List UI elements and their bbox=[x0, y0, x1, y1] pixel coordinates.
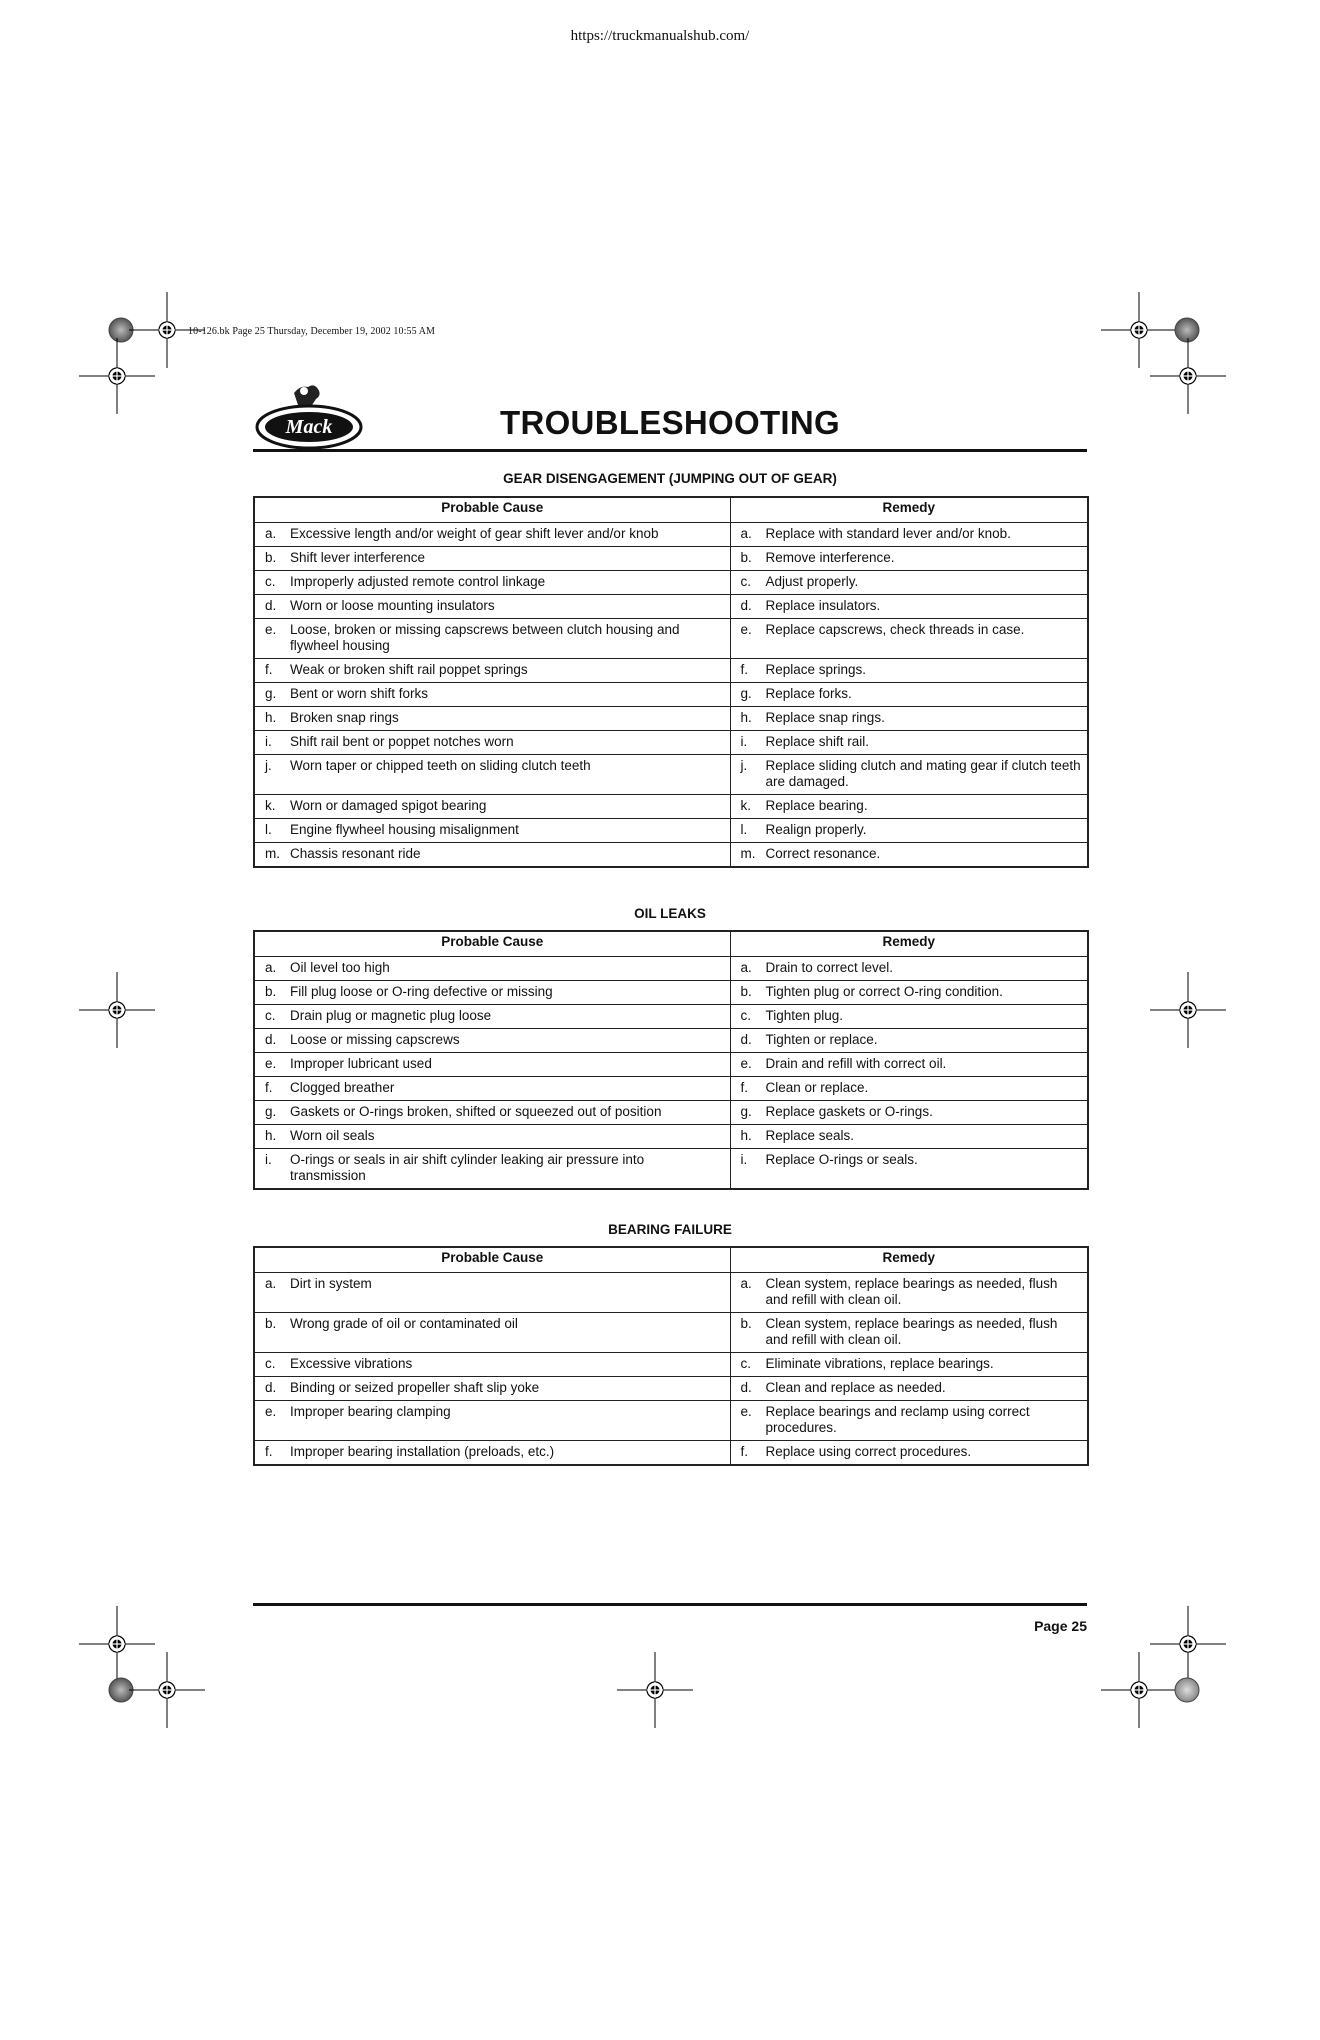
remedy-text: Replace springs. bbox=[765, 662, 867, 677]
remedy-key: e. bbox=[740, 622, 752, 637]
footer-rule bbox=[253, 1603, 1087, 1606]
remedy-cell bbox=[730, 1053, 1088, 1077]
cause-text: Improperly adjusted remote control linkage bbox=[290, 574, 546, 589]
cause-cell bbox=[254, 547, 730, 571]
cause-key: l. bbox=[265, 822, 272, 837]
remedy-text: Replace using correct procedures. bbox=[765, 1444, 972, 1459]
remedy-text: Drain to correct level. bbox=[765, 960, 894, 975]
remedy-key: h. bbox=[740, 710, 752, 725]
cause-key: k. bbox=[265, 798, 276, 813]
cause-text: Clogged breather bbox=[290, 1080, 395, 1095]
cause-cell bbox=[254, 619, 730, 659]
remedy-text: Clean system, replace bearings as needed, flush and refill with clean oil. bbox=[765, 1316, 1058, 1347]
cause-text: Binding or seized propeller shaft slip yoke bbox=[290, 1380, 540, 1395]
mack-logo bbox=[254, 375, 364, 455]
remedy-key: d. bbox=[740, 1380, 752, 1395]
cause-text: Drain plug or magnetic plug loose bbox=[290, 1008, 492, 1023]
remedy-text: Replace insulators. bbox=[765, 598, 881, 613]
table-gear-disengagement bbox=[253, 496, 1089, 868]
title-rule bbox=[253, 449, 1087, 452]
remedy-key: a. bbox=[740, 526, 752, 541]
table-row bbox=[254, 1377, 1088, 1401]
cause-text: Excessive vibrations bbox=[290, 1356, 413, 1371]
cause-cell bbox=[254, 981, 730, 1005]
cause-key: d. bbox=[265, 1032, 277, 1047]
remedy-text: Clean system, replace bearings as needed, flush and refill with clean oil. bbox=[765, 1276, 1058, 1307]
table-row bbox=[254, 981, 1088, 1005]
table-row bbox=[254, 1005, 1088, 1029]
remedy-cell bbox=[730, 1353, 1088, 1377]
cause-key: i. bbox=[265, 734, 272, 749]
table-row bbox=[254, 731, 1088, 755]
remedy-text: Replace bearings and reclamp using correct procedures. bbox=[765, 1404, 1030, 1435]
svg-text:Mack: Mack bbox=[285, 416, 333, 438]
remedy-cell bbox=[730, 595, 1088, 619]
cause-text: Weak or broken shift rail poppet springs bbox=[290, 662, 528, 677]
cause-key: f. bbox=[265, 1080, 273, 1095]
remedy-key: e. bbox=[740, 1404, 752, 1419]
remedy-key: b. bbox=[740, 984, 752, 999]
section-title-bearing-failure: BEARING FAILURE bbox=[608, 1222, 732, 1237]
cause-cell bbox=[254, 819, 730, 843]
cause-cell bbox=[254, 1077, 730, 1101]
table-body bbox=[254, 523, 1088, 868]
cause-cell bbox=[254, 707, 730, 731]
cause-text: Improper bearing clamping bbox=[290, 1404, 451, 1419]
remedy-key: b. bbox=[740, 1316, 752, 1331]
cause-text: Worn taper or chipped teeth on sliding clutch teeth bbox=[290, 758, 591, 773]
cause-text: Engine flywheel housing misalignment bbox=[290, 822, 519, 837]
remedy-key: a. bbox=[740, 960, 752, 975]
cause-text: Wrong grade of oil or contaminated oil bbox=[290, 1316, 518, 1331]
remedy-cell bbox=[730, 1077, 1088, 1101]
remedy-text: Remove interference. bbox=[765, 550, 895, 565]
cause-key: f. bbox=[265, 1444, 273, 1459]
cause-text: Gaskets or O-rings broken, shifted or squeezed out of position bbox=[290, 1104, 662, 1119]
remedy-text: Replace seals. bbox=[765, 1128, 855, 1143]
cause-cell bbox=[254, 571, 730, 595]
page-title: TROUBLESHOOTING bbox=[500, 404, 840, 441]
remedy-text: Replace with standard lever and/or knob. bbox=[765, 526, 1011, 541]
remedy-cell bbox=[730, 843, 1088, 868]
cause-key: h. bbox=[265, 1128, 277, 1143]
cause-cell bbox=[254, 1313, 730, 1353]
cause-key: b. bbox=[265, 550, 277, 565]
cause-cell bbox=[254, 731, 730, 755]
table-row bbox=[254, 595, 1088, 619]
remedy-cell bbox=[730, 659, 1088, 683]
table-row bbox=[254, 547, 1088, 571]
table-body bbox=[254, 957, 1088, 1190]
table-row bbox=[254, 819, 1088, 843]
cause-cell bbox=[254, 523, 730, 547]
remedy-text: Replace gaskets or O-rings. bbox=[765, 1104, 933, 1119]
cause-text: Improper lubricant used bbox=[290, 1056, 432, 1071]
cause-cell bbox=[254, 1101, 730, 1125]
remedy-cell bbox=[730, 523, 1088, 547]
remedy-cell bbox=[730, 707, 1088, 731]
remedy-cell bbox=[730, 1101, 1088, 1125]
cause-text: Bent or worn shift forks bbox=[290, 686, 429, 701]
cause-cell bbox=[254, 843, 730, 868]
table-row bbox=[254, 659, 1088, 683]
remedy-key: i. bbox=[740, 734, 748, 749]
cause-key: a. bbox=[265, 526, 277, 541]
page-number: Page 25 bbox=[1034, 1618, 1087, 1634]
cause-key: a. bbox=[265, 960, 277, 975]
cause-cell bbox=[254, 795, 730, 819]
cause-cell bbox=[254, 1005, 730, 1029]
remedy-cell bbox=[730, 1377, 1088, 1401]
table-row bbox=[254, 755, 1088, 795]
cause-key: e. bbox=[265, 1404, 277, 1419]
color-target-icon bbox=[1175, 318, 1199, 342]
remedy-key: g. bbox=[740, 1104, 752, 1119]
cause-key: c. bbox=[265, 574, 276, 589]
column-header-cause: Probable Cause bbox=[254, 931, 730, 957]
cause-cell bbox=[254, 595, 730, 619]
remedy-text: Tighten plug or correct O-ring condition. bbox=[765, 984, 1003, 999]
remedy-cell bbox=[730, 1029, 1088, 1053]
remedy-text: Replace capscrews, check threads in case. bbox=[765, 622, 1025, 637]
cause-cell bbox=[254, 1441, 730, 1466]
remedy-cell bbox=[730, 1273, 1088, 1313]
cause-key: g. bbox=[265, 1104, 277, 1119]
cause-key: b. bbox=[265, 1316, 277, 1331]
remedy-key: f. bbox=[740, 1080, 749, 1095]
remedy-text: Tighten plug. bbox=[765, 1008, 844, 1023]
cause-text: Oil level too high bbox=[290, 960, 390, 975]
remedy-text: Drain and refill with correct oil. bbox=[765, 1056, 947, 1071]
remedy-cell bbox=[730, 957, 1088, 981]
remedy-text: Replace forks. bbox=[765, 686, 852, 701]
cause-cell bbox=[254, 1401, 730, 1441]
table-row bbox=[254, 1149, 1088, 1190]
table-row bbox=[254, 571, 1088, 595]
table-oil-leaks bbox=[253, 930, 1089, 1190]
cause-cell bbox=[254, 1125, 730, 1149]
cause-text: Dirt in system bbox=[290, 1276, 372, 1291]
remedy-cell bbox=[730, 619, 1088, 659]
remedy-key: c. bbox=[740, 1008, 752, 1023]
remedy-cell bbox=[730, 683, 1088, 707]
column-header-remedy: Remedy bbox=[730, 1247, 1088, 1273]
cause-cell bbox=[254, 1029, 730, 1053]
remedy-cell bbox=[730, 1313, 1088, 1353]
remedy-key: f. bbox=[740, 662, 749, 677]
table-bearing-failure bbox=[253, 1246, 1089, 1466]
remedy-text: Replace sliding clutch and mating gear if clutch teeth are damaged. bbox=[765, 758, 1081, 789]
cause-key: e. bbox=[265, 1056, 277, 1071]
cause-key: c. bbox=[265, 1008, 276, 1023]
cause-text: Improper bearing installation (preloads, etc.) bbox=[290, 1444, 555, 1459]
remedy-key: e. bbox=[740, 1056, 752, 1071]
cause-text: O-rings or seals in air shift cylinder leaking air pressure into transmission bbox=[290, 1152, 645, 1183]
remedy-cell bbox=[730, 1149, 1088, 1190]
table-body bbox=[254, 1273, 1088, 1466]
cause-text: Chassis resonant ride bbox=[290, 846, 421, 861]
color-target-icon bbox=[1175, 1678, 1199, 1702]
cause-text: Loose, broken or missing capscrews between clutch housing and flywheel housing bbox=[290, 622, 680, 653]
cause-text: Broken snap rings bbox=[290, 710, 399, 725]
remedy-cell bbox=[730, 1005, 1088, 1029]
print-info: 10-126.bk Page 25 Thursday, December 19, 2002 10:55 AM bbox=[188, 326, 436, 337]
cause-cell bbox=[254, 957, 730, 981]
cause-text: Shift rail bent or poppet notches worn bbox=[290, 734, 514, 749]
cause-key: g. bbox=[265, 686, 277, 701]
remedy-cell bbox=[730, 1401, 1088, 1441]
remedy-key: c. bbox=[740, 574, 752, 589]
cause-text: Loose or missing capscrews bbox=[290, 1032, 460, 1047]
cause-key: i. bbox=[265, 1152, 272, 1167]
cause-key: c. bbox=[265, 1356, 276, 1371]
cause-key: e. bbox=[265, 622, 277, 637]
cause-cell bbox=[254, 1353, 730, 1377]
section-title-oil-leaks: OIL LEAKS bbox=[634, 906, 706, 921]
cause-cell bbox=[254, 1273, 730, 1313]
cause-key: h. bbox=[265, 710, 277, 725]
table-row bbox=[254, 683, 1088, 707]
remedy-text: Clean and replace as needed. bbox=[765, 1380, 946, 1395]
cause-text: Shift lever interference bbox=[290, 550, 426, 565]
table-row bbox=[254, 1273, 1088, 1313]
remedy-key: j. bbox=[740, 758, 748, 773]
remedy-text: Clean or replace. bbox=[765, 1080, 869, 1095]
cause-key: a. bbox=[265, 1276, 277, 1291]
column-header-cause: Probable Cause bbox=[254, 1247, 730, 1273]
cause-cell bbox=[254, 755, 730, 795]
cause-text: Worn oil seals bbox=[290, 1128, 375, 1143]
table-row bbox=[254, 1029, 1088, 1053]
remedy-key: d. bbox=[740, 598, 752, 613]
remedy-cell bbox=[730, 1441, 1088, 1466]
remedy-key: h. bbox=[740, 1128, 752, 1143]
remedy-text: Tighten or replace. bbox=[765, 1032, 878, 1047]
table-row bbox=[254, 619, 1088, 659]
table-row bbox=[254, 1125, 1088, 1149]
remedy-cell bbox=[730, 819, 1088, 843]
table-row bbox=[254, 957, 1088, 981]
remedy-text: Adjust properly. bbox=[765, 574, 859, 589]
remedy-text: Replace bearing. bbox=[765, 798, 868, 813]
cause-key: m. bbox=[265, 846, 280, 861]
cause-key: d. bbox=[265, 598, 277, 613]
remedy-text: Replace O-rings or seals. bbox=[765, 1152, 918, 1167]
remedy-key: d. bbox=[740, 1032, 752, 1047]
remedy-key: f. bbox=[740, 1444, 749, 1459]
cause-key: j. bbox=[265, 758, 272, 773]
table-row bbox=[254, 1353, 1088, 1377]
table-row bbox=[254, 523, 1088, 547]
remedy-cell bbox=[730, 1125, 1088, 1149]
section-title-gear: GEAR DISENGAGEMENT (JUMPING OUT OF GEAR) bbox=[503, 471, 837, 486]
cause-cell bbox=[254, 1149, 730, 1190]
remedy-cell bbox=[730, 547, 1088, 571]
remedy-cell bbox=[730, 981, 1088, 1005]
remedy-text: Realign properly. bbox=[765, 822, 867, 837]
cause-text: Excessive length and/or weight of gear shift lever and/or knob bbox=[290, 526, 659, 541]
remedy-key: b. bbox=[740, 550, 752, 565]
cause-text: Fill plug loose or O-ring defective or missing bbox=[290, 984, 553, 999]
remedy-text: Replace shift rail. bbox=[765, 734, 870, 749]
remedy-text: Eliminate vibrations, replace bearings. bbox=[765, 1356, 994, 1371]
source-url: https://truckmanualshub.com/ bbox=[570, 28, 750, 44]
remedy-key: k. bbox=[740, 798, 752, 813]
table-row bbox=[254, 843, 1088, 868]
cause-key: f. bbox=[265, 662, 273, 677]
remedy-key: m. bbox=[740, 846, 756, 861]
table-row bbox=[254, 1441, 1088, 1466]
remedy-text: Correct resonance. bbox=[765, 846, 881, 861]
column-header-cause: Probable Cause bbox=[254, 497, 730, 523]
remedy-text: Replace snap rings. bbox=[765, 710, 885, 725]
table-row bbox=[254, 795, 1088, 819]
cause-cell bbox=[254, 659, 730, 683]
table-row bbox=[254, 707, 1088, 731]
cause-text: Worn or loose mounting insulators bbox=[290, 598, 495, 613]
remedy-cell bbox=[730, 731, 1088, 755]
table-row bbox=[254, 1101, 1088, 1125]
cause-cell bbox=[254, 1053, 730, 1077]
table-row bbox=[254, 1313, 1088, 1353]
remedy-cell bbox=[730, 571, 1088, 595]
cause-key: d. bbox=[265, 1380, 277, 1395]
remedy-key: c. bbox=[740, 1356, 752, 1371]
remedy-key: a. bbox=[740, 1276, 752, 1291]
cause-cell bbox=[254, 1377, 730, 1401]
table-row bbox=[254, 1053, 1088, 1077]
table-row bbox=[254, 1077, 1088, 1101]
remedy-key: l. bbox=[740, 822, 748, 837]
remedy-cell bbox=[730, 755, 1088, 795]
remedy-key: g. bbox=[740, 686, 752, 701]
table-row bbox=[254, 1401, 1088, 1441]
remedy-key: i. bbox=[740, 1152, 748, 1167]
cause-cell bbox=[254, 683, 730, 707]
cause-key: b. bbox=[265, 984, 277, 999]
column-header-remedy: Remedy bbox=[730, 497, 1088, 523]
remedy-cell bbox=[730, 795, 1088, 819]
column-header-remedy: Remedy bbox=[730, 931, 1088, 957]
cause-text: Worn or damaged spigot bearing bbox=[290, 798, 487, 813]
